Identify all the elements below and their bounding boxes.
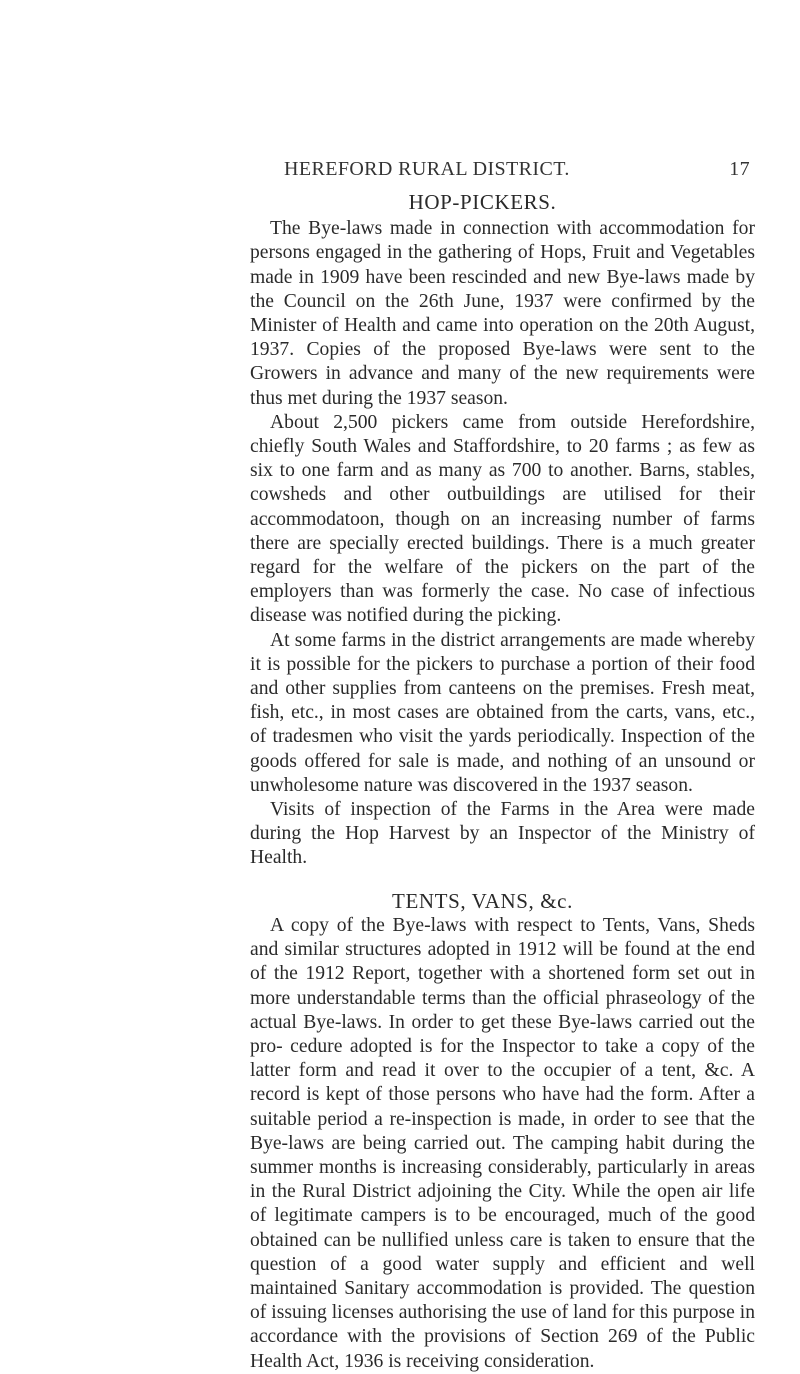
paragraph: The Bye-laws made in connection with accommodation for persons engaged in the gathering of Hops, Fruit and Vegetables made in 1909 have been rescinded and new Bye-laws made by the Council on the 26th June, 1937 were confirmed by the Minister of Health and came into operation on the 20th August, 1937. Copies of the proposed Bye-laws were sent to the Growers in advance and many of the new requirements were thus met during the 1937 season. xyxy=(250,218,755,409)
header-title: HEREFORD RURAL DISTRICT. xyxy=(284,158,570,180)
paragraph: About 2,500 pickers came from outside Herefordshire, chiefly South Wales and Staffordshire, to 20 farms ; as few as six to one farm and as many as 700 to another. Barns, stables, cowsheds and other outbuildings are utilised for their accommodatoon, though on an increasing number of farms there are specially erected buildings. There is a much greater regard for the welfare of the pickers on the part of the employers than was formerly the case. No case of infectious disease was notified during the picking. xyxy=(250,411,755,627)
paragraph: Visits of inspection of the Farms in the Area were made during the Hop Harvest by an Inspector of the Ministry of Health. xyxy=(250,799,755,869)
body-text xyxy=(250,188,755,1374)
section-heading-tents-vans: TENTS, VANS, &c. xyxy=(392,888,573,913)
section-heading-hop-pickers: HOP-PICKERS. xyxy=(408,190,557,214)
paragraph: A copy of the Bye-laws with respect to Tents, Vans, Sheds and similar structures adopted in 1912 will be found at the end of the 1912 Report, together with a shortened form set out in more understandable terms than the official phraseology of the actual Bye-laws. In order to get these Bye-laws carried out the pro- cedure adopted is for the Inspector to take a copy of the latter form and read it over to the occupier of a tent, &c. A record is kept of those persons who have had the form. After a suitable period a re-inspection is made, in order to see that the Bye-laws are being carried out. The camping habit during the summer months is increasing considerably, particularly in areas in the Rural District adjoining the City. While the open air life of legitimate campers is to be encouraged, much of the good obtained can be nullified unless care is taken to ensure that the question of a good water supply and efficient and well maintained Sanitary accommodation is provided. The question of issuing licenses authorising the use of land for this purpose in accordance with the provisions of Section 269 of the Public Health Act, 1936 is receiving consideration. xyxy=(250,914,755,1372)
paragraph: At some farms in the district arrangements are made whereby it is possible for the pickers to purchase a portion of their food and other supplies from canteens on the premises. Fresh meat, fish, etc., in most cases are obtained from the carts, vans, etc., of tradesmen who visit the yards periodically. Inspection of the goods offered for sale is made, and nothing of an unsound or unwholesome nature was discovered in the 1937 season. xyxy=(250,629,755,796)
page-number: 17 xyxy=(729,158,750,180)
